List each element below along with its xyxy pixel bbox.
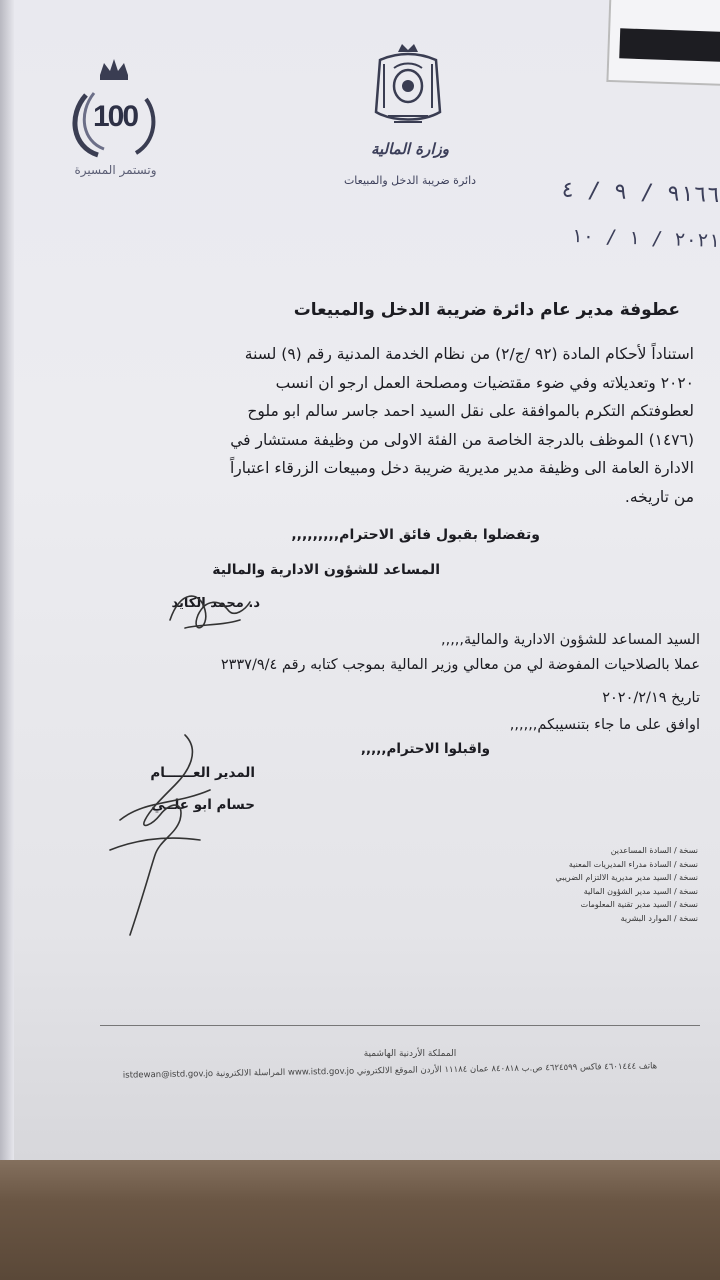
copy-item: نسخة / السيد مدير الشؤون المالية bbox=[583, 886, 698, 896]
reply-closing: واقبلوا الاحترام,,,,, bbox=[360, 741, 490, 757]
letter-body bbox=[66, 340, 694, 511]
footer-country: المملكة الأردنية الهاشمية bbox=[363, 1049, 457, 1059]
reference-date: ٢٠٢١ / ١ / ١٠ bbox=[570, 224, 720, 253]
copy-item: نسخة / السادة مدراء المديريات المعنية bbox=[568, 859, 698, 869]
body-line: (١٤٧٦) الموظف بالدرجة الخاصة من الفئة الاولى من وظيفة مستشار في bbox=[230, 430, 694, 449]
coat-of-arms-icon bbox=[368, 42, 448, 132]
table-surface bbox=[0, 1150, 720, 1280]
signature-2 bbox=[90, 730, 240, 950]
body-line: لعطوفتكم التكرم بالموافقة على نقل السيد احمد جاسر سالم ابو ملوح bbox=[247, 402, 694, 420]
ministry-name: وزارة المالية bbox=[370, 140, 450, 158]
copy-item: نسخة / الموارد البشرية bbox=[620, 913, 698, 923]
reply-addressee: السيد المساعد للشؤون الادارية والمالية,,,,, bbox=[440, 632, 700, 648]
department-name: دائرة ضريبة الدخل والمبيعات bbox=[343, 174, 477, 187]
body-line: ٢٠٢٠ وتعديلاته وفي ضوء مقتضيات ومصلحة العمل ارجو ان انسب bbox=[275, 373, 694, 392]
overlapping-paper bbox=[606, 0, 720, 86]
reply-line-3: اوافق على ما جاء بتنسيبكم,,,,,, bbox=[509, 717, 700, 733]
body-line: الادارة العامة الى وظيفة مدير مديرية ضريبة دخل ومبيعات الزرقاء اعتباراً bbox=[230, 459, 694, 477]
centennial-slogan: وتستمر المسيرة bbox=[74, 163, 157, 177]
signer-name: د. محمد الكايد bbox=[171, 596, 260, 611]
copy-item: نسخة / السيد مدير مديرية الالتزام الضريبي bbox=[555, 873, 698, 882]
body-line: من تاريخه. bbox=[624, 487, 694, 506]
reference-number: ٩١٦٦ / ٩ / ٤ bbox=[560, 177, 720, 209]
signer-title: المساعد للشؤون الادارية والمالية bbox=[212, 562, 440, 578]
centennial-number: 100 bbox=[93, 100, 138, 133]
reply-line-2: تاريخ ٢٠٢٠/٢/١٩ bbox=[602, 690, 700, 706]
copy-item: نسخة / السيد مدير تقنية المعلومات bbox=[580, 900, 698, 909]
reply-signer-name: حسام ابو علــي bbox=[151, 797, 255, 813]
coat-of-arms bbox=[368, 42, 448, 132]
footer-contact: هاتف ٤٦٠١٤٤٤ فاكس ٤٦٢٤٥٩٩ ص.ب ٨٤٠٨١٨ عمان ١١١٨٤ الأردن الموقع الالكتروني www.istd.gov.jo المراسلة الالكترونية istdewan@istd.gov.jo bbox=[122, 1061, 658, 1081]
letter-addressee: عطوفة مدير عام دائرة ضريبة الدخل والمبيعات bbox=[293, 300, 680, 320]
body-line: استناداً لأحكام المادة (٩٢ /ج/٢) من نظام الخدمة المدنية رقم (٩) لسنة bbox=[244, 345, 694, 363]
reply-line-1: عملا بالصلاحيات المفوضة لي من معالي وزير المالية بموجب كتابه رقم ٢٣٣٧/٩/٤ bbox=[220, 657, 700, 673]
copy-item: نسخة / السادة المساعدين bbox=[610, 846, 698, 855]
centennial-logo bbox=[58, 55, 168, 180]
letter-closing: وتفضلوا بقبول فائق الاحترام,,,,,,,,, bbox=[291, 527, 540, 543]
copies-list bbox=[500, 844, 698, 925]
signature-1 bbox=[150, 580, 270, 640]
footer-divider bbox=[100, 1025, 700, 1026]
reply-signer-title: المدير العــــــام bbox=[150, 765, 255, 781]
